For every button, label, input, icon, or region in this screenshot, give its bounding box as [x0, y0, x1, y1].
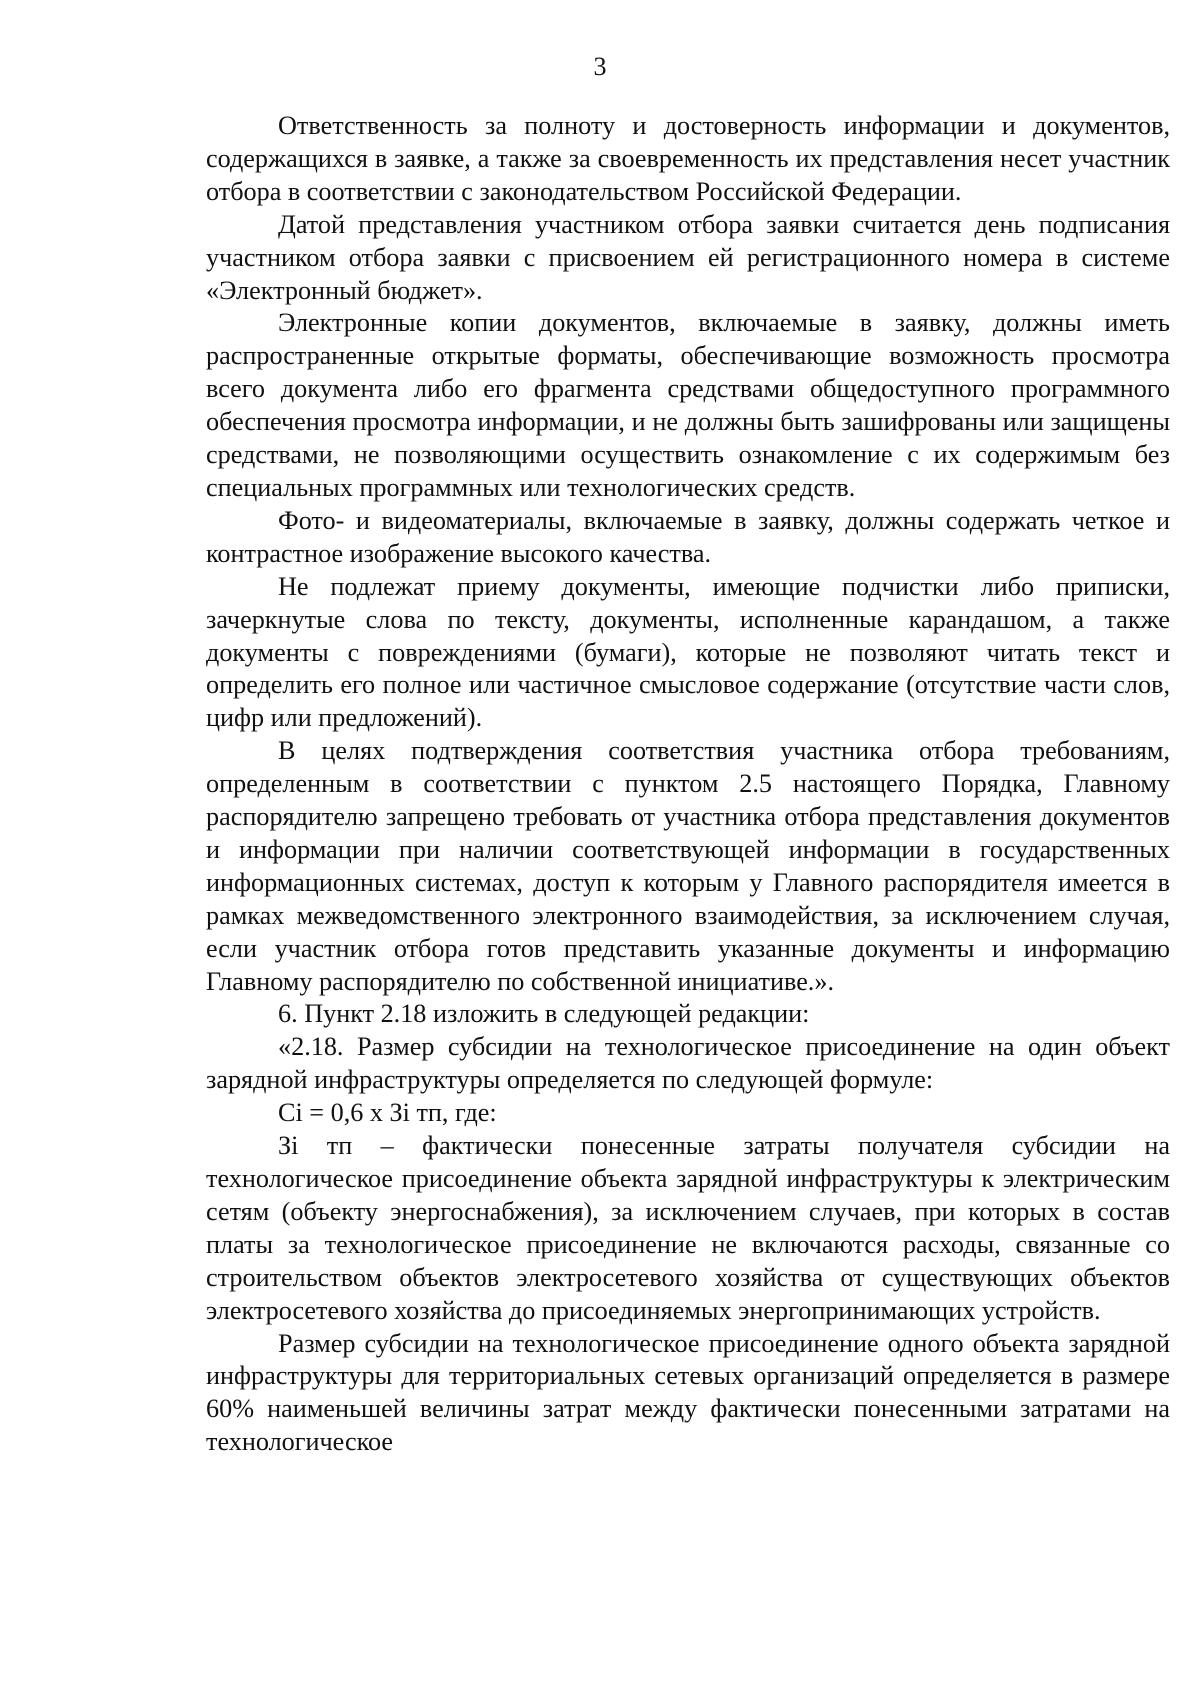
document-body — [206, 110, 1170, 1459]
paragraph-subsidy-size: Размер субсидии на технологическое присоединение одного объекта зарядной инфраструктуры для территориальных сетевых организаций определяется в размере 60% наименьшей величины затрат между фактически понесенными затратами на технологическое — [206, 1328, 1170, 1457]
paragraph-photo-video: Фото- и видеоматериалы, включаемые в заявку, должны содержать четкое и контрастное изображение высокого качества. — [206, 505, 1170, 568]
paragraph-requirements-confirmation: В целях подтверждения соответствия участника отбора требованиям, определенным в соответствии с пунктом 2.5 настоящего Порядка, Главному распорядителю запрещено требовать от участника отбора представления документов и информации при наличии соответствующей информации в государственных информационных системах, доступ к которым у Главного распорядителя имеется в рамках межведомственного электронного взаимодействия, за исключением случая, если участник отбора готов представить указанные документы и информацию Главному распорядителю по собственной инициативе.». — [206, 736, 1170, 996]
paragraph-submission-date: Датой представления участником отбора заявки считается день подписания участником отбора заявки с присвоением ей регистрационного номера в системе «Электронный бюджет». — [206, 209, 1170, 305]
paragraph-formula-definition: Зi тп – фактически понесенные затраты получателя субсидии на технологическое присоединение объекта зарядной инфраструктуры к электрическим сетям (объекту энергоснабжения), за исключением случаев, при которых в состав платы за технологическое присоединение не включаются расходы, связанные со строительством объектов электросетевого хозяйства от существующих объектов электросетевого хозяйства до присоединяемых энергопринимающих устройств. — [206, 1131, 1170, 1325]
page-number: 3 — [593, 52, 607, 81]
paragraph-electronic-copies: Электронные копии документов, включаемые в заявку, должны иметь распространенные открытые форматы, обеспечивающие возможность просмотра всего документа либо его фрагмента средствами общедоступного программного обеспечения просмотра информации, и не должны быть зашифрованы или защищены средствами, не позволяющими осуществить ознакомление с их содержимым без специальных программных или технологических средств. — [206, 308, 1170, 502]
paragraph-item-6: 6. Пункт 2.18 изложить в следующей редакции: — [278, 999, 810, 1029]
paragraph-item-2-18: «2.18. Размер субсидии на технологическое присоединение на один объект зарядной инфраструктуры определяется по следующей формуле: — [206, 1032, 1170, 1095]
paragraph-rejected-documents: Не подлежат приему документы, имеющие подчистки либо приписки, зачеркнутые слова по тексту, документы, исполненные карандашом, а также документы с повреждениями (бумаги), которые не позволяют читать текст и определить его полное или частичное смысловое содержание (отсутствие части слов, цифр или предложений). — [206, 571, 1170, 733]
formula-line: Сi = 0,6 х Зi тп, где: — [278, 1098, 497, 1128]
paragraph-responsibility: Ответственность за полноту и достоверность информации и документов, содержащихся в заявке, а также за своевременность их представления несет участник отбора в соответствии с законодательством Российской Федерации. — [206, 111, 1170, 206]
